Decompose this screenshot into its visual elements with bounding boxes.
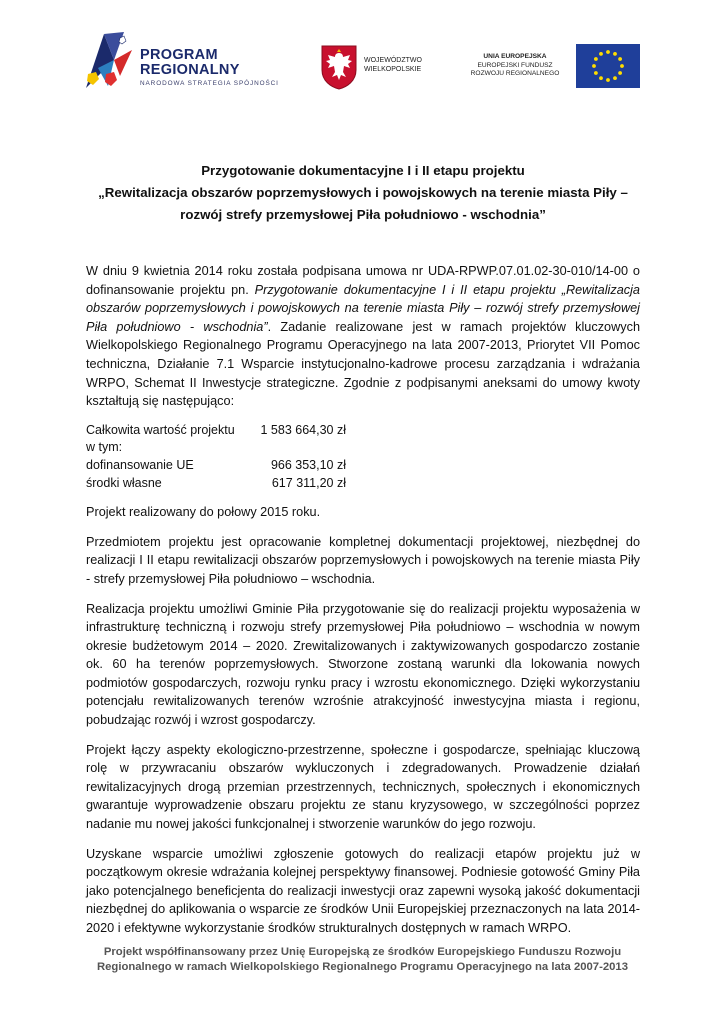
document-body	[86, 262, 640, 949]
program-logo-line1: PROGRAM	[140, 47, 218, 63]
footer-line1: Projekt współfinansowany przez Unię Europejską ze środków Europejskiego Funduszu Rozwoju	[103, 946, 622, 958]
project-name-italic: Przygotowanie dokumentacyjne I i II etapu projektu „Rewitalizacja obszarów poprzemysłowych i powojskowych na terenie miasta Piły – rozwój strefy przemysłowej Piła południowo - wschodnia”	[86, 282, 640, 334]
region-logo-line2: WIELKOPOLSKIE	[364, 66, 422, 73]
cost-value-own: 617 311,20 zł	[271, 475, 346, 490]
cost-row-own	[86, 475, 640, 493]
program-logo-tagline: NARODOWA STRATEGIA SPÓJNOŚCI	[140, 80, 279, 87]
realization-paragraph: Realizacja projektu umożliwi Gminie Piła przygotowanie się do realizacji projektu wyposażenia w infrastrukturę techniczną i rozwoju strefy przemysłowej Piła południowo – wschodnia w nowym okresie budżetowym 2014 – 2020. Zrewitalizowanych i zaktywizowanych gospodarczo zostanie ok. 60 ha terenów poprzemysłowych. Stworzone zostaną warunki dla lokowania nowych podmiotów gospodarczych, rozwoju rynku pracy i wzrostu ekonomicznego. Dzięki wykorzystaniu potencjału rewitalizowanych terenów wzrośnie atrakcyjność inwestycyjna miasta i regionu, pobudzając rozwój i wzrost gospodarczy.	[86, 601, 640, 728]
aspects-paragraph: Projekt łączy aspekty ekologiczno-przestrzenne, społeczne i gospodarcze, spełniając kluczową rolę w przywracaniu obszarów wykluczonych i zdegradowanych. Prowadzenie działań rewitalizacyjnych drogą przemian przestrzennych, technicznych, społecznych i ekonomicznych gwarantuje wyprowadzenie obszaru projektu ze stanu kryzysowego, w szczególności poprzez nadanie mu nowej jakości funkcjonalnej i stworzenie warunków do jego rozwoju.	[86, 742, 640, 832]
footer-line2: Regionalnego w ramach Wielkopolskiego Regionalnego Programu Operacyjnego na lata 2007-2013	[96, 960, 628, 973]
cost-row-total	[86, 422, 640, 440]
eu-logo	[470, 44, 640, 90]
program-logo-line2: REGIONALNY	[140, 62, 240, 78]
wielkopolska-logo	[320, 44, 440, 92]
eu-logo-line3: ROZWOJU REGIONALNEGO	[470, 70, 560, 77]
cost-row-eu	[86, 457, 640, 475]
title-line1: Przygotowanie dokumentacyjne I i II etapu projektu	[201, 163, 525, 178]
eu-logo-line1: UNIA EUROPEJSKA	[483, 53, 547, 60]
eu-flag-icon	[576, 44, 640, 88]
program-regionalny-logo	[84, 30, 294, 102]
intro-text: W dniu 9 kwietnia 2014 roku została podpisana umowa nr UDA-RPWP.07.01.02-30-010/14-00 o dofinansowanie projektu pn.	[86, 264, 640, 297]
funding-footer	[60, 945, 665, 974]
region-logo-line1: WOJEWÓDZTWO	[364, 57, 422, 64]
wielkopolska-eagle-crest-icon	[320, 44, 358, 90]
subject-paragraph: Przedmiotem projektu jest opracowanie kompletnej dokumentacji projektowej, niezbędnej do realizacji I II etapu rewitalizacji obszarów poprzemysłowych i powojskowych na terenie miasta Piły - strefy przemysłowej Piła południowo – wschodnia.	[86, 534, 640, 586]
cost-value-total: 1 583 664,30 zł	[260, 422, 346, 437]
timeline-paragraph: Projekt realizowany do połowy 2015 roku.	[86, 505, 321, 520]
eu-logo-line2: EUROPEJSKI FUNDUSZ	[477, 61, 553, 69]
title-line2: „Rewitalizacja obszarów poprzemysłowych i powojskowych na terenie miasta Piły –	[98, 185, 628, 200]
support-paragraph: Uzyskane wsparcie umożliwi zgłoszenie gotowych do realizacji etapów projektu już w początkowym okresie wdrażania kolejnej perspektywy finansowej. Podniesie gotowość Gminy Piła jako potencjalnego beneficjenta do realizacji inwestycji oraz zapewni wysoką jakość dokumentacji niezbędnej do aplikowania o wsparcie ze środków Unii Europejskiej przeznaczonych na lata 2014-2020 i efektywne wykorzystanie środków strukturalnych dostępnych w ramach WRPO.	[86, 846, 640, 935]
intro-text-continued: . Zadanie realizowane jest w ramach projektów kluczowych Wielkopolskiego Regionalnego Programu Operacyjnego na lata 2007-2013, Priorytet VII Pomoc techniczna, Działanie 7.1 Wsparcie instytucjonalno-kadrowe procesu zarządzania i wdrażania WRPO, Schemat II Inwestycje strategiczne. Zgodnie z podpisanymi aneksami do umowy kwoty kształtują się następująco:	[86, 319, 641, 409]
cost-label-total: Całkowita wartość projektu	[86, 422, 235, 437]
cost-label-including: w tym:	[86, 440, 123, 455]
cost-row-including	[86, 439, 640, 457]
intro-paragraph	[86, 262, 640, 411]
cost-value-eu: 966 353,10 zł	[270, 457, 346, 472]
cost-table	[86, 422, 640, 492]
title-line3: rozwój strefy przemysłowej Piła południowo - wschodnia”	[180, 207, 546, 222]
cost-label-eu: dofinansowanie UE	[86, 457, 194, 472]
program-regionalny-emblem-icon	[84, 30, 134, 96]
page-header	[0, 28, 725, 108]
cost-label-own: środki własne	[86, 475, 162, 490]
document-title	[86, 160, 640, 226]
